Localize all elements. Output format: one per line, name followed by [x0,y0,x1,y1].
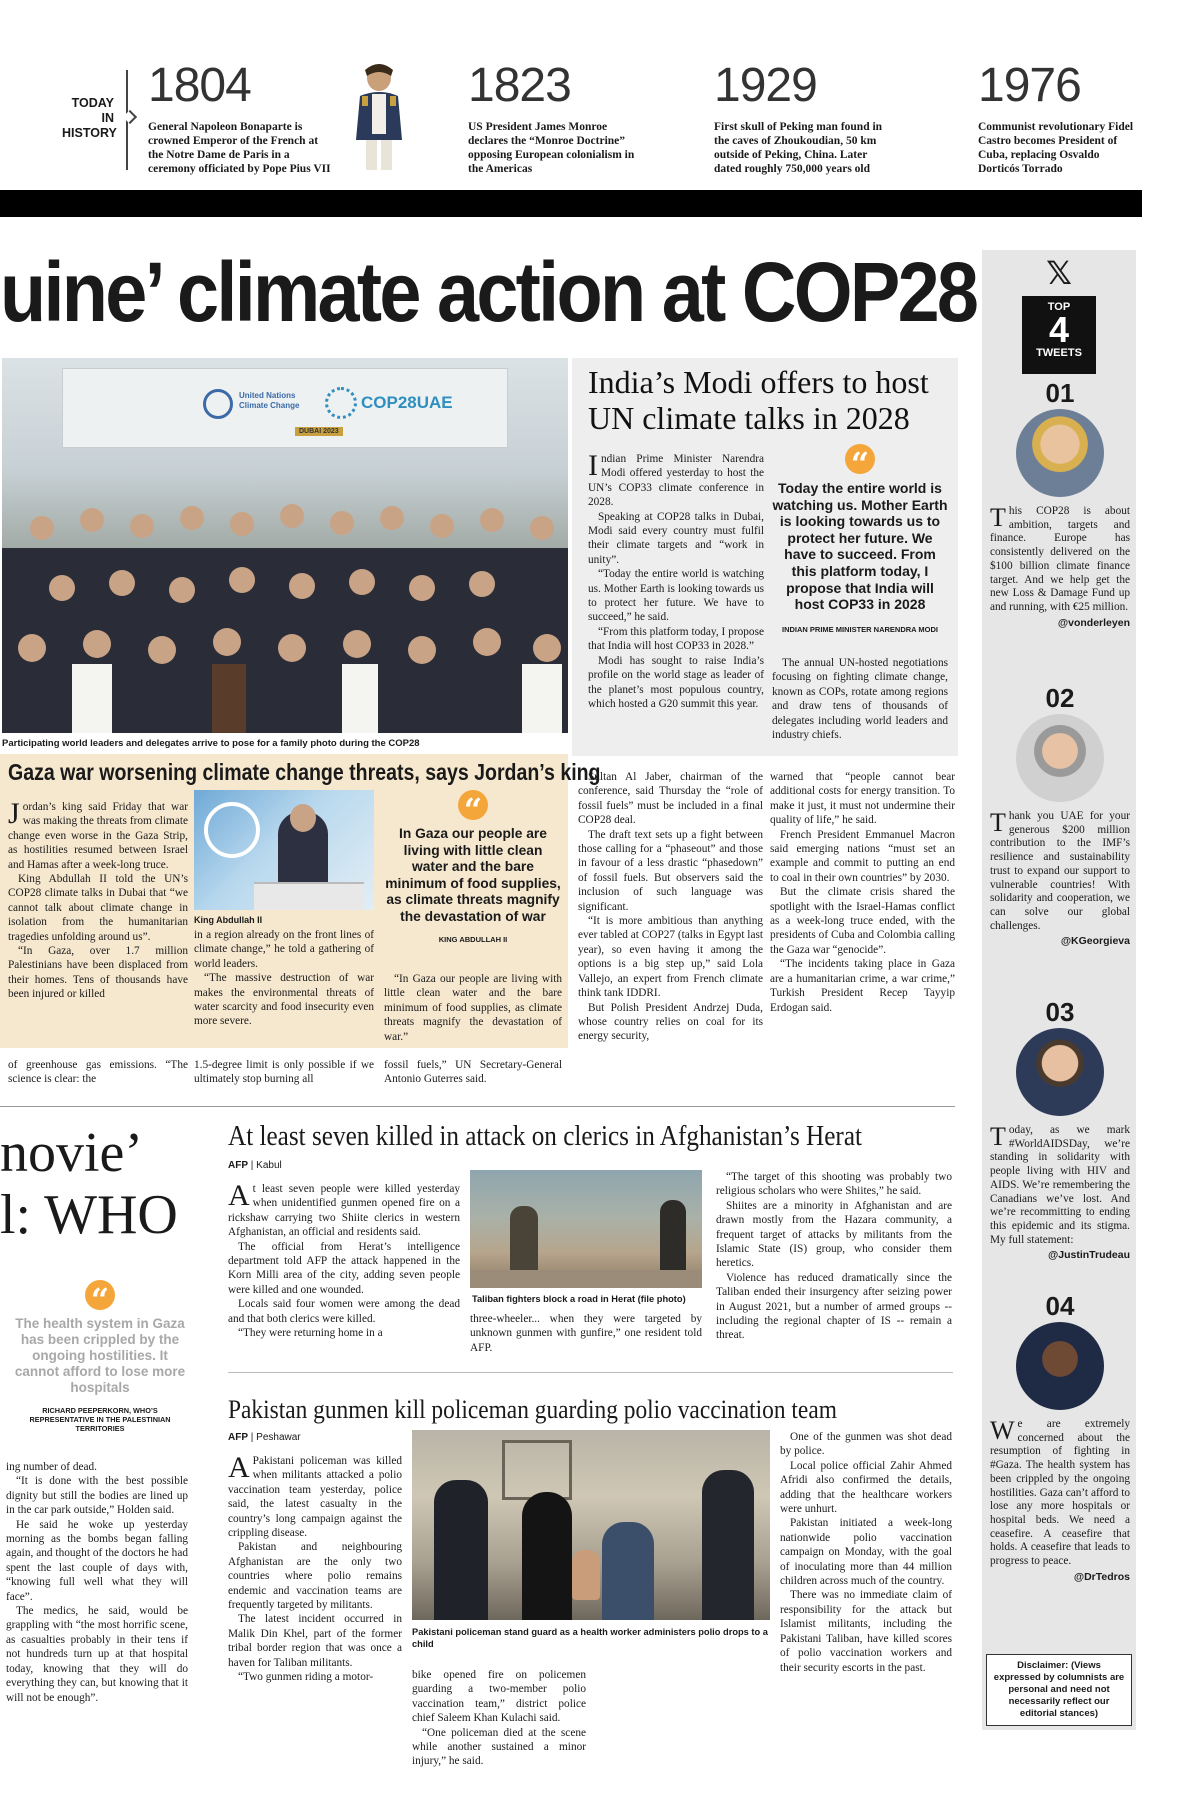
who-headline-line-2: l: WHO [0,1184,178,1246]
badge-num: 4 [1048,309,1070,350]
header-black-rule [0,190,1142,217]
fighter-figure [660,1200,686,1276]
health-worker-figure [602,1522,654,1620]
polio-photo-caption: Pakistani policeman stand guard as a health worker administers polio drops to a child [412,1627,768,1649]
section-rule [0,1106,955,1107]
king-abdullah-caption: King Abdullah II [194,915,263,925]
history-item-1823 [468,60,658,176]
modi-col-2: The annual UN-hosted negotiations focusing on fighting climate change, known as COPs, rotate among regions and draw tens of thousands of delegates including world leaders and industry chiefs. [772,657,948,742]
dropcap: J [8,797,20,830]
today-in-history [0,50,1140,185]
un-logo-icon [203,389,233,419]
banner-cop-text: COP28UAE [361,393,453,412]
child-figure [572,1550,600,1600]
tweet-handle[interactable]: @JustinTrudeau [1047,1249,1130,1262]
avatar [1016,1322,1104,1410]
napoleon-portrait [350,60,408,172]
polio-dateline: AFP | Peshawar [228,1432,301,1443]
dropcap: T [990,503,1006,532]
tweet-item [990,683,1130,947]
quote-mark-icon: “ [85,1280,115,1310]
spill-col-1: of greenhouse gas emissions. “The science is clear: the [8,1059,188,1086]
banner-un-text: United Nations Climate Change [239,391,300,410]
gaza-jordan-headline: Gaza war worsening climate change threats, says Jordan’s king [8,759,601,785]
tweet-text: We are extremely concerned about the resumption of fighting in #Gaza. The health system has been crippled by the ongoing hostilities. Gaza can’t afford to lose any more hospitals or hospital beds. We need a ceasefire. A ceasefire that holds. A ceasefire that leads to progress to peace. [990,1416,1130,1568]
history-text: General Napoleon Bonaparte is crowned Emperor of the French at the Notre Dame de Paris in a ceremony officiated by Pope Pius VII [148,121,331,175]
spill-col-3: fossil fuels,” UN Secretary-General Antonio Guterres said. [384,1059,562,1086]
tweet-number: 01 [1045,378,1075,408]
dateline-agency: AFP [228,1160,248,1171]
tweet-number: 04 [1045,1291,1075,1321]
wall-window [502,1440,572,1500]
main-headline: uine’ climate action at COP28 [0,245,977,339]
polio-col-1: A Pakistani policeman was killed when militants attacked a polio vaccination team yesterday, police said, the latest casualty in the country’s long campaign against the crippling disease. Pakistan and neighbouring Afghanistan are the only two countries where polio remains endemic and vaccination teams are frequently targeted by militants. The latest incident occurred in Malik Din Khel, part of the former tribal border region that was once a haven for Taliban militants. “Two gunmen riding a motor- [228,1451,402,1684]
history-text: First skull of Peking man found in the caves of Zhoukoudian, 50 km outside of Peking, China. Later dated roughly 750,000 years old [714,121,883,175]
policeman-figure [434,1480,488,1620]
polio-col-2: bike opened fire on policemen guarding a two-member polio vaccination team,” district police chief Saleem Khan Kulachi said. “One policeman died at the scene while another sustained a minor injury,” he said. [412,1669,586,1768]
history-text: Communist revolutionary Fidel Castro becomes President of Cuba, replacing Osvaldo Dorticós Torrado [978,121,1134,175]
history-item-1976 [978,60,1148,176]
who-quote-text: The health system in Gaza has been crippled by the ongoing hostilities. It cannot afford to lose more hospitals [14,1316,186,1395]
dropcap: A [228,1451,250,1484]
history-text: US President James Monroe declares the “Monroe Doctrine” opposing European colonialism in the Americas [468,121,635,175]
dropcap: W [990,1416,1015,1445]
tweet-text: This COP28 is about ambition, targets and finance. Europe has consistently delivered on the $100 billion climate finance target. And we help get the new Loss & Damage Fund up and running, with €25 million. [990,503,1130,613]
modi-quote-text: Today the entire world is watching us. Mother Earth is looking towards us to protect her future. We have to succeed. From this platform today, I propose that India will host COP33 in 2028 [772,480,948,613]
dropcap: T [990,808,1006,837]
modi-quote-attr: INDIAN PRIME MINISTER NARENDRA MODI [782,624,938,634]
polio-col-3: One of the gunmen was shot dead by police. Local police official Zahir Ahmed Afridi also confirmed the details, adding that the healthcare workers were unhurt. Pakistan initiated a week-long nationwide polio vaccination campaign on Monday, with the goal of inoculating more than 44 million children across much of the country. There was no immediate claim of responsibility for the attack but Islamist militants, including the Pakistani Taliban, have killed scores of polio vaccination workers and their security escorts in the past. [780,1431,952,1674]
herat-col-2: three-wheeler... when they were targeted by unknown gunmen with gunfire,” one resident told AFP. [470,1313,702,1354]
gaza-col-2: in a region already on the front lines of climate change,” he told a gathering of world leaders. “The massive destruction of war makes the environmental threats of water scarcity and food insecurity even more severe. [194,929,374,1028]
leaders-group-shape [2,468,568,733]
badge-bottom: TWEETS [1036,347,1082,359]
quote-mark-icon: “ [458,790,488,820]
gaza-col-1: Jordan’s king said Friday that war was making the threats from climate change even worse in the Gaza Strip, as hostilities resumed between Israel and Hamas after a week-long truce. King Abdullah II told the UN’s COP28 climate talks in Dubai that “we cannot talk about climate change in isolation from the humanitarian tragedies unfolding around us”. “In Gaza, over 1.7 million Palestinians have been displaced from their homes. Tens of thousands have been injured or killed [8,797,188,1001]
dateline-city: Kabul [256,1160,282,1171]
who-pull-quote [12,1280,188,1433]
cop-logo-icon [325,387,357,419]
avatar [1016,1028,1104,1116]
tweet-item [990,997,1130,1261]
disclaimer-box: Disclaimer: (Views expressed by columnists are personal and need not necessarily reflect our editorial stances) [986,1654,1132,1726]
gaza-quote-text: In Gaza our people are living with little clean water and the bare minimum of food supplies, as climate threats magnify the devastation of war [385,826,561,924]
x-logo-icon: 𝕏 [1046,255,1072,291]
history-year: 1823 [468,59,571,112]
modi-lower-col-2: warned that “people cannot bear additional costs for energy transition. To make it just, it must not undermine their quality of life,” he said. French President Emmanuel Macron said emerging nations “must set an example and commit to putting an end to coal in their own countries” by 2030. But the climate crisis shared the spotlight with the Israel-Hamas conflict as a week-long truce ended, with the presidents of Cuba and Colombia calling the Gaza war “genocide”. “The incidents taking place in Gaza are a humanitarian crime, a war crime,” Turkish President Recep Tayyip Erdogan said. [770,771,955,1014]
modi-pull-quote [772,444,948,634]
gaza-col-3: “In Gaza our people are living with little clean water and the bare minimum of food supplies, as climate threats magnify the devastation of war.” [384,973,562,1043]
history-year: 1804 [148,59,251,112]
dropcap: A [228,1179,250,1212]
herat-dateline: AFP | Kabul [228,1160,282,1171]
spill-col-2: 1.5-degree limit is only possible if we ultimately stop burning all [194,1059,374,1086]
history-item-1804 [148,60,338,176]
history-year: 1976 [978,59,1081,112]
modi-lower-col-1: Sultan Al Jaber, chairman of the conference, said Thursday the “role of fossil fuels” must be included in a final COP28 deal. The draft text sets up a fight between those calling for a “phaseout” and those in favour of a less drastic “phasedown” of fossil fuels. But observers said the inclusion of such language was significant. “It is more ambitious than anything ever tabled at COP27 (talks in Egypt last year), so even having it among the options is a big step up,” said Lola Vallejo, an expert from French climate think tank IDDRI. But Polish President Andrzej Duda, whose country relies on coal for its energy security, [578,771,763,1043]
tweet-item [990,1291,1130,1583]
modi-headline: India’s Modi offers to host UN climate talks in 2028 [588,364,929,436]
quote-mark-icon: “ [845,444,875,474]
top-tweets-badge [1022,296,1096,374]
tweet-handle[interactable]: @KGeorgieva [1060,935,1130,948]
avatar [1016,409,1104,497]
herat-col-1: At least seven people were killed yesterday when unidentified gunmen opened fire on a rickshaw carrying two Shiite clerics in western Afghanistan, an official and residents said. The official from Herat’s intelligence department told AFP the attack happened in the Korn Milli area of the city, adding seven people were killed and one wounded. Locals said four women were among the dead and that both clerics were killed. “They were returning home in a [228,1179,460,1340]
tweet-text: Thank you UAE for your generous $200 million contribution to the IMF’s resilience and sustainability trust to expand our support to vulnerable countries! With solidarity and cooperation, we can solve our global challenges. [990,808,1130,932]
herat-photo [470,1170,702,1288]
photo-banner [62,368,508,448]
polio-photo [412,1430,770,1620]
who-headline-line-1: novie’ [0,1122,144,1184]
tweet-number: 02 [1045,683,1075,713]
herat-col-3: “The target of this shooting was probably two religious scholars who were Shiites,” he said. Shiites are a minority in Afghanistan and are drawn mostly from the Hazara community, a frequent target of attacks by militants from the Islamic State (IS) group, who consider them heretics. Violence has reduced dramatically since the Taliban ended their insurgency after seizing power in August 2021, but a number of armed groups -- including the regional chapter of IS -- remain a threat. [716,1171,952,1342]
banner-place-text: DUBAI 2023 [295,427,343,436]
tweet-handle[interactable]: @vonderleyen [1057,616,1130,629]
dateline-agency: AFP [228,1432,248,1443]
cop28-photo-caption: Participating world leaders and delegates arrive to pose for a family photo during the COP28 [2,738,420,749]
tweet-item [990,378,1130,629]
history-item-1929 [714,60,914,176]
dateline-city: Peshawar [256,1432,301,1443]
podium [254,882,364,910]
who-headline [0,1122,215,1246]
gaza-pull-quote [384,790,562,944]
cop28-family-photo [2,358,568,733]
woman-figure [522,1492,572,1620]
dropcap: T [990,1122,1006,1151]
gaza-quote-attr: KING ABDULLAH II [438,935,508,944]
tweet-number: 03 [1045,997,1075,1027]
history-year: 1929 [714,59,817,112]
road-strip [470,1270,702,1288]
tweet-text: Today, as we mark #WorldAIDSDay, we’re standing in solidarity with people living with HIV and AIDS. We’re remembering the Canadians we’ve lost. And we’re recommitting to ending this epidemic and its stigma. My full statement: [990,1122,1130,1246]
speaker-head [290,804,316,832]
modi-col-1: Indian Prime Minister Narendra Modi offered yesterday to host the UN’s COP33 climate conference in 2028. Speaking at COP28 talks in Dubai, Modi said every country must fulfil their climate targets and “work in unity”. “Today the entire world is watching us. Mother Earth is looking towards us to protect her future. We have to succeed,” he said. “From this platform today, I propose that India will host COP33 in 2028.” Modi has sought to raise India’s profile on the world stage as leader of the planet’s most populous country, which hosted a G20 summit this year. [588,449,764,710]
king-abdullah-photo [194,790,374,910]
dropcap: I [588,449,598,482]
policeman-figure [702,1470,754,1620]
herat-headline: At least seven killed in attack on clerics in Afghanistan’s Herat [228,1121,863,1152]
who-quote-attr: RICHARD PEEPERKORN, WHO’S REPRESENTATIVE IN THE PALESTINIAN TERRITORIES [29,1406,171,1433]
who-body: ing number of dead. “It is done with the best possible dignity but still the bodies are lined up in the car park outside,” Holden said. He said he woke up yesterday morning as the bombs began falling again, and thought of the doctors he had spent the last couple of days with, “knowing full well what they will face”. The medics, he said, would be grappling with “the most horrific scene, as casualties probably in their tens if not hundreds turn up at that hospital today, knowing that they will do everything they can, but knowing that it will not be enough”. [6,1461,188,1704]
avatar [1016,714,1104,802]
polio-headline: Pakistan gunmen kill policeman guarding polio vaccination team [228,1395,837,1424]
herat-photo-caption: Taliban fighters block a road in Herat (file photo) [472,1294,686,1304]
tweet-handle[interactable]: @DrTedros [1073,1570,1130,1583]
un-emblem-icon [204,802,260,858]
section-rule [228,1372,953,1373]
history-label: TODAY IN HISTORY [62,96,117,140]
fighter-figure [510,1206,538,1278]
badge-top: TOP [1047,301,1071,313]
